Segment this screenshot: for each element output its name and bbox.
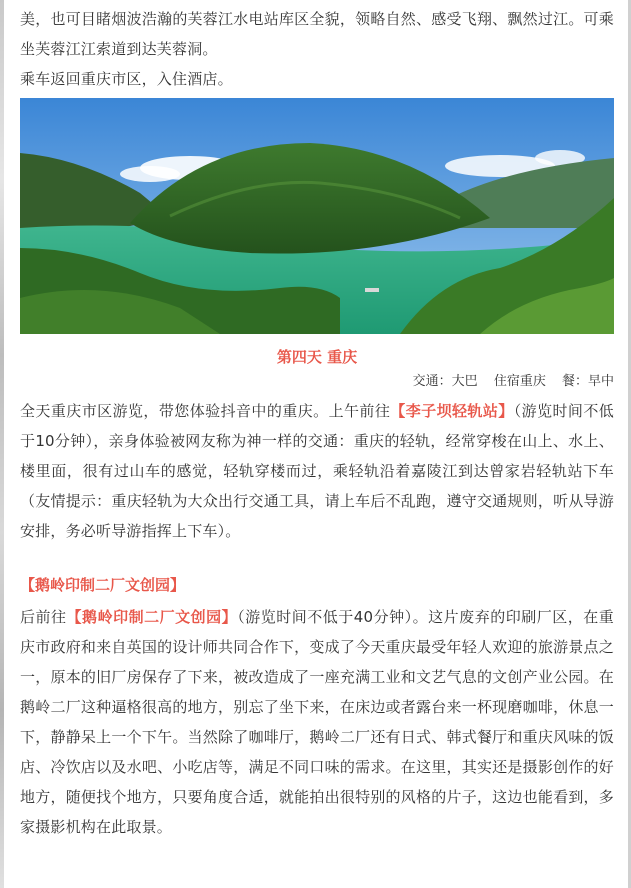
- intro-paragraph: 美，也可目睹烟波浩瀚的芙蓉江水电站库区全貌，领略自然、感受飞翔、飘然过江。可乘坐芙蓉江江索道到达芙蓉洞。: [20, 10, 614, 58]
- day4-text-rest: （游览时间不低于10分钟），亲身体验被网友称为神一样的交通：重庆的轻轨，经常穿梭在山上、水上、楼里面，很有过山车的感觉，轻轨穿楼而过，乘轻轨沿着嘉陵江到达曾家岩轻轨站下车（友情提示：重庆轻轨为大众出行交通工具，请上车后不乱跑，遵守交通规则，听从导游安排，务必听导游指挥上下车）。: [20, 402, 614, 540]
- eling-park-highlight: 【鹅岭印制二厂文创园】: [66, 608, 238, 626]
- transport-label: 交通：大巴: [412, 374, 478, 389]
- day4-paragraph: [20, 396, 614, 546]
- day4-title: 第四天 重庆: [276, 348, 358, 366]
- left-edge-strip: [0, 0, 4, 888]
- day4-text-start: 全天重庆市区游览，带您体验抖音中的重庆。上午前往: [20, 402, 391, 420]
- intro-return-line: 乘车返回重庆市区，入住酒店。: [20, 70, 233, 88]
- article-content: [20, 0, 614, 842]
- liziba-station-highlight: 【李子坝轻轨站】: [390, 402, 514, 420]
- day4-info: [20, 372, 614, 392]
- eling-paragraph: [20, 602, 614, 842]
- section-heading-eling: 【鹅岭印制二厂文创园】: [20, 576, 186, 594]
- meal-label: 餐：早中: [561, 374, 614, 389]
- stay-label: 住宿重庆: [493, 374, 546, 389]
- eling-text-rest: （游览时间不低于40分钟）。这片废弃的印刷厂区，在重庆市政府和来自英国的设计师共同合作下，变成了今天重庆最受年轻人欢迎的旅游景点之一，原本的旧厂房保存了下来，被改造成了一座充满工业和文艺气息的文创产业公园。在鹅岭二厂这种逼格很高的地方，别忘了坐下来，在床边或者露台来一杯现磨咖啡，休息一下，静静呆上一个下午。当然除了咖啡厅，鹅岭二厂还有日式、韩式餐厅和重庆风味的饭店、冷饮店以及水吧、小吃店等，满足不同口味的需求。在这里，其实还是摄影创作的好地方，随便找个地方，只要角度合适，就能拍出很特别的风格的片子，这边也能看到，多家摄影机构在此取景。: [20, 608, 615, 836]
- river-landscape-photo: [20, 98, 614, 334]
- eling-text-start: 后前往: [20, 608, 67, 626]
